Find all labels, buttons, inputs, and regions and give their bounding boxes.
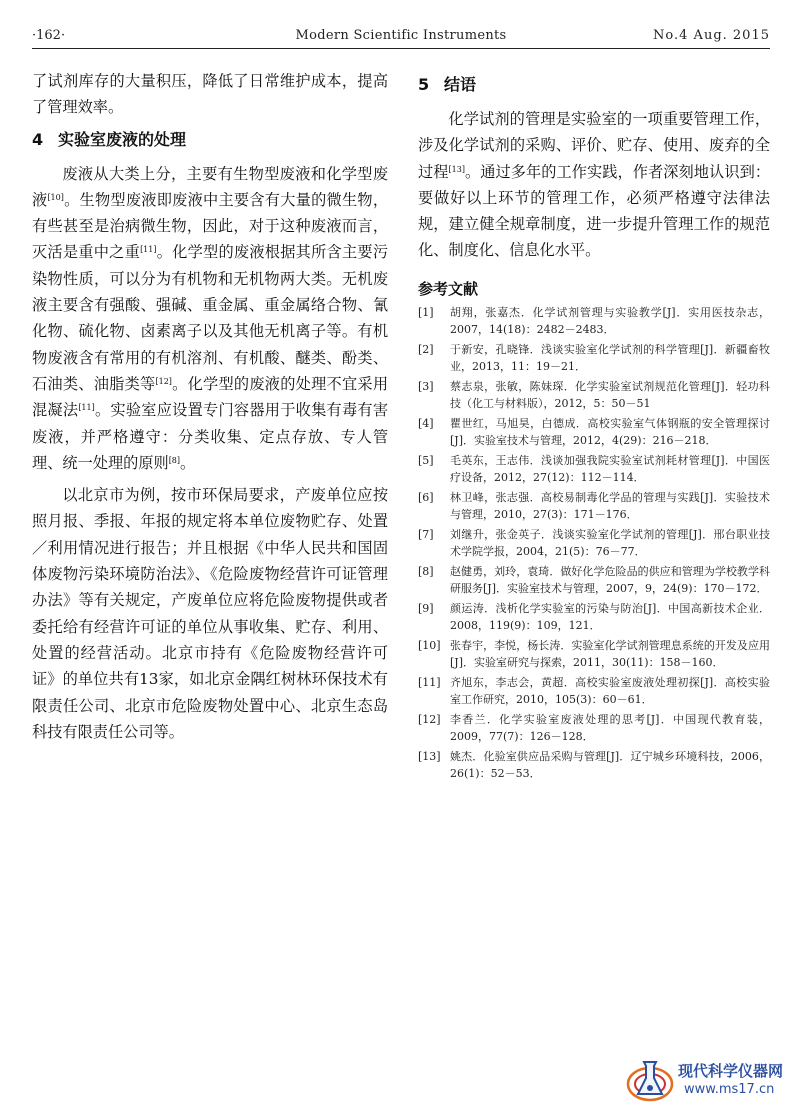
citation[interactable]: [13] <box>448 164 465 174</box>
citation[interactable]: [10] <box>47 192 64 202</box>
reference-text: 李香兰．化学实验室废液处理的思考[J]．中国现代教育装，2009，77(7)：126－128． <box>450 712 770 743</box>
reference-item <box>418 637 770 671</box>
issue-info: No.4 Aug. 2015 <box>653 28 770 43</box>
reference-item <box>418 600 770 634</box>
citation[interactable]: [11] <box>140 245 157 255</box>
reference-number: [2] <box>418 342 434 356</box>
citation[interactable]: [12] <box>155 376 172 386</box>
reference-item <box>418 526 770 560</box>
section-4-heading <box>32 127 388 153</box>
section-number: 4 <box>32 129 44 149</box>
paragraph-beijing-example: 以北京市为例，按市环保局要求，产废单位应按照月报、季报、年报的规定将本单位废物贮存、处置／利用情况进行报告；并且根据《中华人民共和国固体废物污染环境防治法》、《危险废物经营许可证管理办法》等有关规定，产废单位应将危险废物提供或者委托给有经营许可证的单位从事收集、贮存、利用、处置的经营活动。北京市持有《危险废物经营许可证》的单位共有13家，如北京金隅红树林环保技术有限责任公司、北京市危险废物处置中心、北京生态岛科技有限责任公司等。 <box>32 486 388 741</box>
paragraph-continued: 了试剂库存的大量积压，降低了日常维护成本，提高了管理效率。 <box>32 72 388 117</box>
reference-number: [4] <box>418 416 434 430</box>
reference-item <box>418 748 770 782</box>
reference-number: [3] <box>418 379 434 393</box>
paragraph-conclusion: 化学试剂的管理是实验室的一项重要管理工作，涉及化学试剂的采购、评价、贮存、使用、废弃的全过程[13]。通过多年的工作实践，作者深刻地认识到：要做好以上环节的管理工作，必须严格遵守法律法规，建立健全规章制度，进一步提升管理工作的规范化、制度化、信息化水平。 <box>418 110 771 260</box>
reference-text: 赵健勇，刘玲，袁琦．做好化学危险品的供应和管理为学校教学科研服务[J]．实验室技术与管理，2007，9，24(9)：170－172． <box>450 564 770 595</box>
reference-number: [5] <box>418 453 434 467</box>
reference-text: 毛英东，王志伟．浅谈加强我院实验室试剂耗材管理[J]．中国医疗设备，2012，27(12)：112－114． <box>450 453 770 484</box>
references-heading: 参考文献 <box>418 279 479 298</box>
section-number: 5 <box>418 75 430 94</box>
watermark-url[interactable]: www.ms17.cn <box>684 1082 775 1097</box>
reference-item <box>418 563 770 597</box>
reference-number: [6] <box>418 490 434 504</box>
reference-item <box>418 304 770 338</box>
reference-text: 齐旭东，李志会，黄超．高校实验室废液处理初探[J]．高校实验室工作研究，2010，105(3)：60－61． <box>450 675 770 706</box>
reference-number: [11] <box>418 675 441 689</box>
reference-list <box>418 304 770 782</box>
running-header <box>32 26 770 49</box>
section-title: 结语 <box>444 75 477 94</box>
logo-icon <box>626 1056 676 1106</box>
reference-number: [1] <box>418 305 434 319</box>
citation[interactable]: [11] <box>78 403 95 413</box>
site-watermark <box>626 1056 794 1108</box>
reference-text: 胡翔，张嘉杰．化学试剂管理与实验教学[J]．实用医技杂志，2007，14(18)：2482－2483． <box>450 305 770 336</box>
section-title: 实验室废液的处理 <box>58 129 187 149</box>
reference-text: 林卫峰，张志强．高校易制毒化学品的管理与实践[J]．实验技术与管理，2010，27(3)：171－176． <box>450 490 770 521</box>
reference-item <box>418 489 770 523</box>
reference-item <box>418 415 770 449</box>
page-number: ·162· <box>32 28 66 43</box>
reference-number: [8] <box>418 564 434 578</box>
reference-item <box>418 674 770 708</box>
reference-text: 刘继升，张金英子．浅谈实验室化学试剂的管理[J]．邢台职业技术学院学报，2004，21(5)：76－77． <box>450 527 770 558</box>
reference-text: 张春宇，李悦，杨长涛．实验室化学试剂管理息系统的开发及应用[J]．实验室研究与探索，2011，30(11)：158－160． <box>450 638 770 669</box>
reference-text: 姚杰．化验室供应品采购与管理[J]．辽宁城乡环境科技，2006，26(1)：52－53． <box>450 749 770 780</box>
reference-number: [12] <box>418 712 441 726</box>
reference-item <box>418 341 770 375</box>
reference-number: [9] <box>418 601 434 615</box>
reference-number: [13] <box>418 749 441 763</box>
reference-text: 蔡志泉，张敏，陈妹琛．化学实验室试剂规范化管理[J]．轻功科技（化工与材料版），2012，5：50－51 <box>450 379 770 410</box>
left-column <box>32 68 388 745</box>
watermark-title: 现代科学仪器网 <box>678 1062 784 1080</box>
reference-item <box>418 711 770 745</box>
right-column <box>418 68 770 785</box>
reference-item <box>418 452 770 486</box>
citation[interactable]: [8] <box>168 455 181 465</box>
reference-number: [10] <box>418 638 441 652</box>
paragraph-waste-types: 废液从大类上分，主要有生物型废液和化学型废液[10]。生物型废液即废液中主要含有大量的微生物，有些甚至是治病微生物，因此，对于这种废液而言，灭活是重中之重[11]。化学型的废液根据其所含主要污染物性质，可以分为有机物和无机物两大类。无机废液主要含有强酸、强碱、重金属、重金属络合物、氰化物、硫化物、卤素离子以及其他无机离子等。有机物废液含有常用的有机溶剂、有机酸、醚类、酚类、石油类、油脂类等[12]。化学型的废液的处理不宜采用混凝法[11]。实验室应设置专门容器用于收集有毒有害废液，并严格遵守：分类收集、定点存放、专人管理、统一处理的原则[8]。 <box>32 164 389 472</box>
reference-text: 瞿世红，马旭昊，白德成．高校实验室气体钢瓶的安全管理探讨[J]．实验室技术与管理，2012，4(29)：216－218． <box>450 416 770 447</box>
reference-text: 于新安，孔晓锋．浅谈实验室化学试剂的科学管理[J]．新疆畜牧业，2013，11：19－21． <box>450 342 770 373</box>
reference-number: [7] <box>418 527 434 541</box>
section-5-heading <box>418 72 770 98</box>
reference-text: 颜运涛．浅析化学实验室的污染与防治[J]．中国高新技术企业．2008，119(9)：109，121． <box>450 601 770 632</box>
reference-item <box>418 378 770 412</box>
journal-name: Modern Scientific Instruments <box>295 28 507 43</box>
